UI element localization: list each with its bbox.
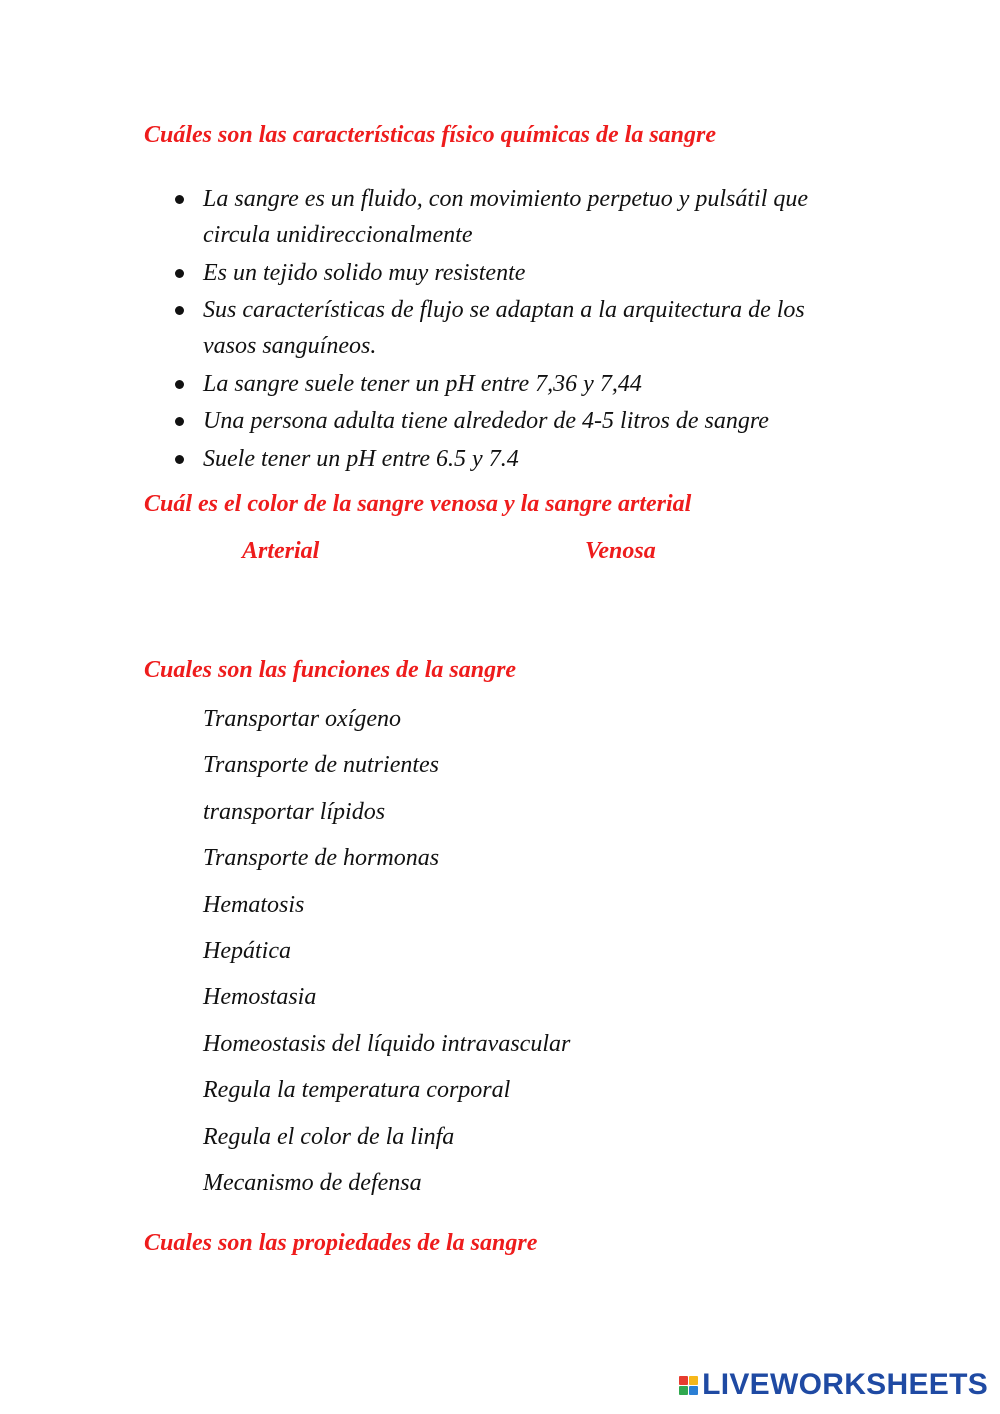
list-item: Transportar oxígeno — [203, 706, 402, 732]
list-item: Regula el color de la linfa — [203, 1123, 455, 1150]
list-item: transportar lípidos — [203, 798, 386, 825]
list-item: Transporte de nutrientes — [203, 752, 440, 779]
heading-blood-color: Cuál es el color de la sangre venosa y la sangre arterial — [144, 491, 692, 517]
list-item: Hemostasia — [203, 984, 317, 1011]
logo-square — [679, 1376, 688, 1385]
heading-properties: Cuales son las propiedades de la sangre — [144, 1230, 538, 1256]
list-item: Es un tejido solido muy resistente — [144, 255, 854, 291]
list-item: Transporte de hormonas — [203, 845, 440, 872]
characteristics-list — [144, 181, 854, 478]
list-item: Una persona adulta tiene alrededor de 4-5 litros de sangre — [144, 403, 854, 439]
list-item: Regula la temperatura corporal — [203, 1077, 511, 1104]
logo-text: LIVEWORKSHEETS — [702, 1368, 988, 1401]
list-item: Homeostasis del líquido intravascular — [203, 1030, 571, 1057]
label-arterial: Arterial — [242, 538, 320, 564]
list-item: Hepática — [203, 937, 291, 964]
heading-functions: Cuales son las funciones de la sangre — [144, 657, 517, 683]
logo-square — [689, 1386, 698, 1395]
logo-square — [679, 1386, 688, 1395]
list-item: Sus características de flujo se adaptan a la arquitectura de los vasos sanguíneos. — [144, 292, 854, 364]
list-item: Suele tener un pH entre 6.5 y 7.4 — [144, 441, 854, 477]
list-item: La sangre suele tener un pH entre 7,36 y 7,44 — [144, 366, 854, 402]
functions-list — [203, 701, 570, 1211]
logo-mark-icon — [679, 1376, 698, 1395]
label-venosa: Venosa — [585, 538, 656, 564]
list-item: La sangre es un fluido, con movimiento perpetuo y pulsátil que circula unidireccionalmente — [144, 181, 854, 253]
list-item: Mecanismo de defensa — [203, 1169, 422, 1196]
logo-square — [689, 1376, 698, 1385]
heading-physicochemical: Cuáles son las características físico químicas de la sangre — [144, 122, 717, 148]
liveworksheets-logo — [679, 1370, 988, 1400]
list-item: Hematosis — [203, 891, 305, 918]
